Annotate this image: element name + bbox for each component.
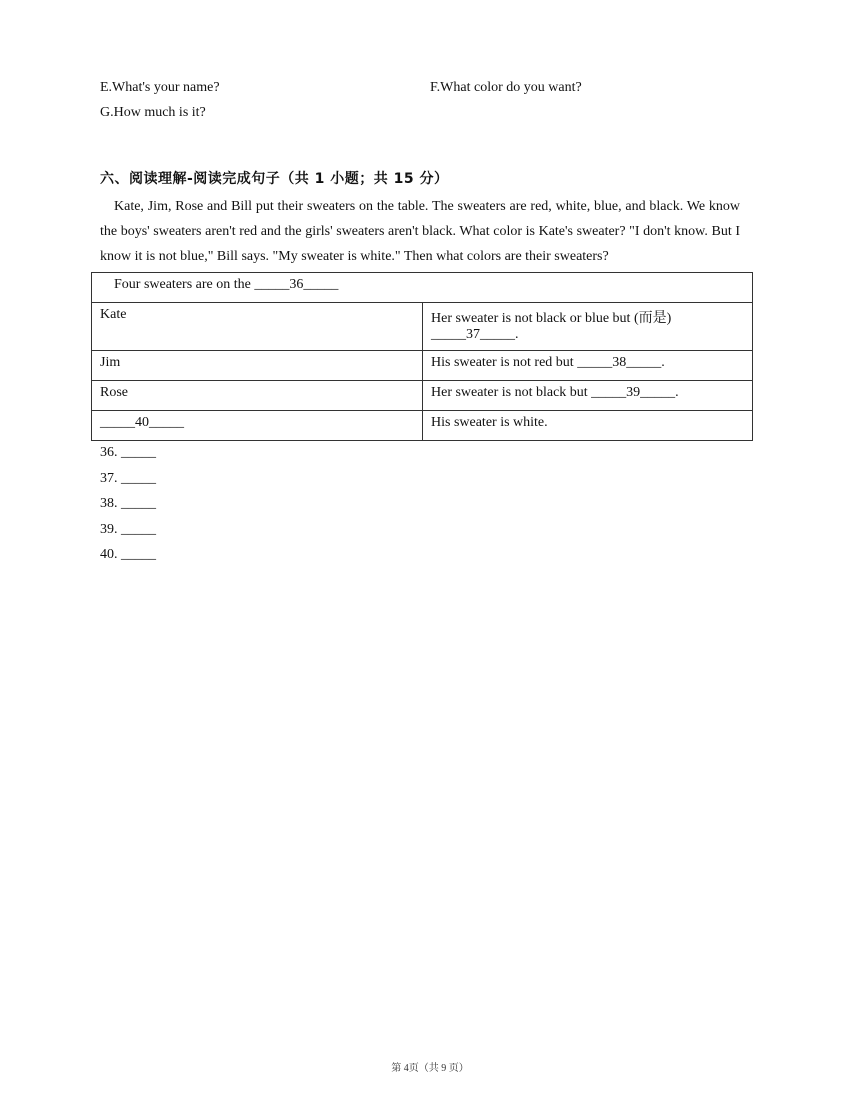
row-desc: Her sweater is not black but _____39_____. <box>423 381 753 411</box>
option-e: E.What's your name? <box>100 80 220 95</box>
row-desc: His sweater is not red but _____38_____. <box>423 351 753 381</box>
row-desc: His sweater is white. <box>423 411 753 441</box>
row-name: Kate <box>92 303 423 351</box>
table-row <box>92 303 753 351</box>
section-title: 六、阅读理解-阅读完成句子（共 1 小题；共 15 分） <box>100 171 449 187</box>
row-name: Rose <box>92 381 423 411</box>
sweater-table <box>91 272 753 441</box>
options-row-ef <box>100 80 700 102</box>
table-header-cell: Four sweaters are on the _____36_____ <box>92 273 753 303</box>
answer-item: 38. _____ <box>100 496 156 511</box>
table-row <box>92 411 753 441</box>
table-row <box>92 381 753 411</box>
row-desc: Her sweater is not black or blue but (而是) _____37_____. <box>423 303 753 351</box>
row-name: Jim <box>92 351 423 381</box>
row-name: _____40_____ <box>92 411 423 441</box>
option-g: G.How much is it? <box>100 105 206 120</box>
answer-item: 36. _____ <box>100 445 156 460</box>
answer-item: 40. _____ <box>100 547 156 562</box>
answer-list <box>100 440 156 568</box>
answer-item: 37. _____ <box>100 470 156 486</box>
table-row <box>92 351 753 381</box>
reading-passage: Kate, Jim, Rose and Bill put their sweaters on the table. The sweaters are red, white, blue, and black. We know the boys' sweaters aren't red and the girls' sweaters aren't black. What color is Kate's sweater? "I don't know. But I know it is not blue," Bill says. "My sweater is white." Then what colors are their sweaters? <box>100 199 740 264</box>
option-f: F.What color do you want? <box>430 80 582 95</box>
page-footer: 第 4页（共 9 页） <box>391 1063 469 1074</box>
answer-item: 39. _____ <box>100 521 156 537</box>
